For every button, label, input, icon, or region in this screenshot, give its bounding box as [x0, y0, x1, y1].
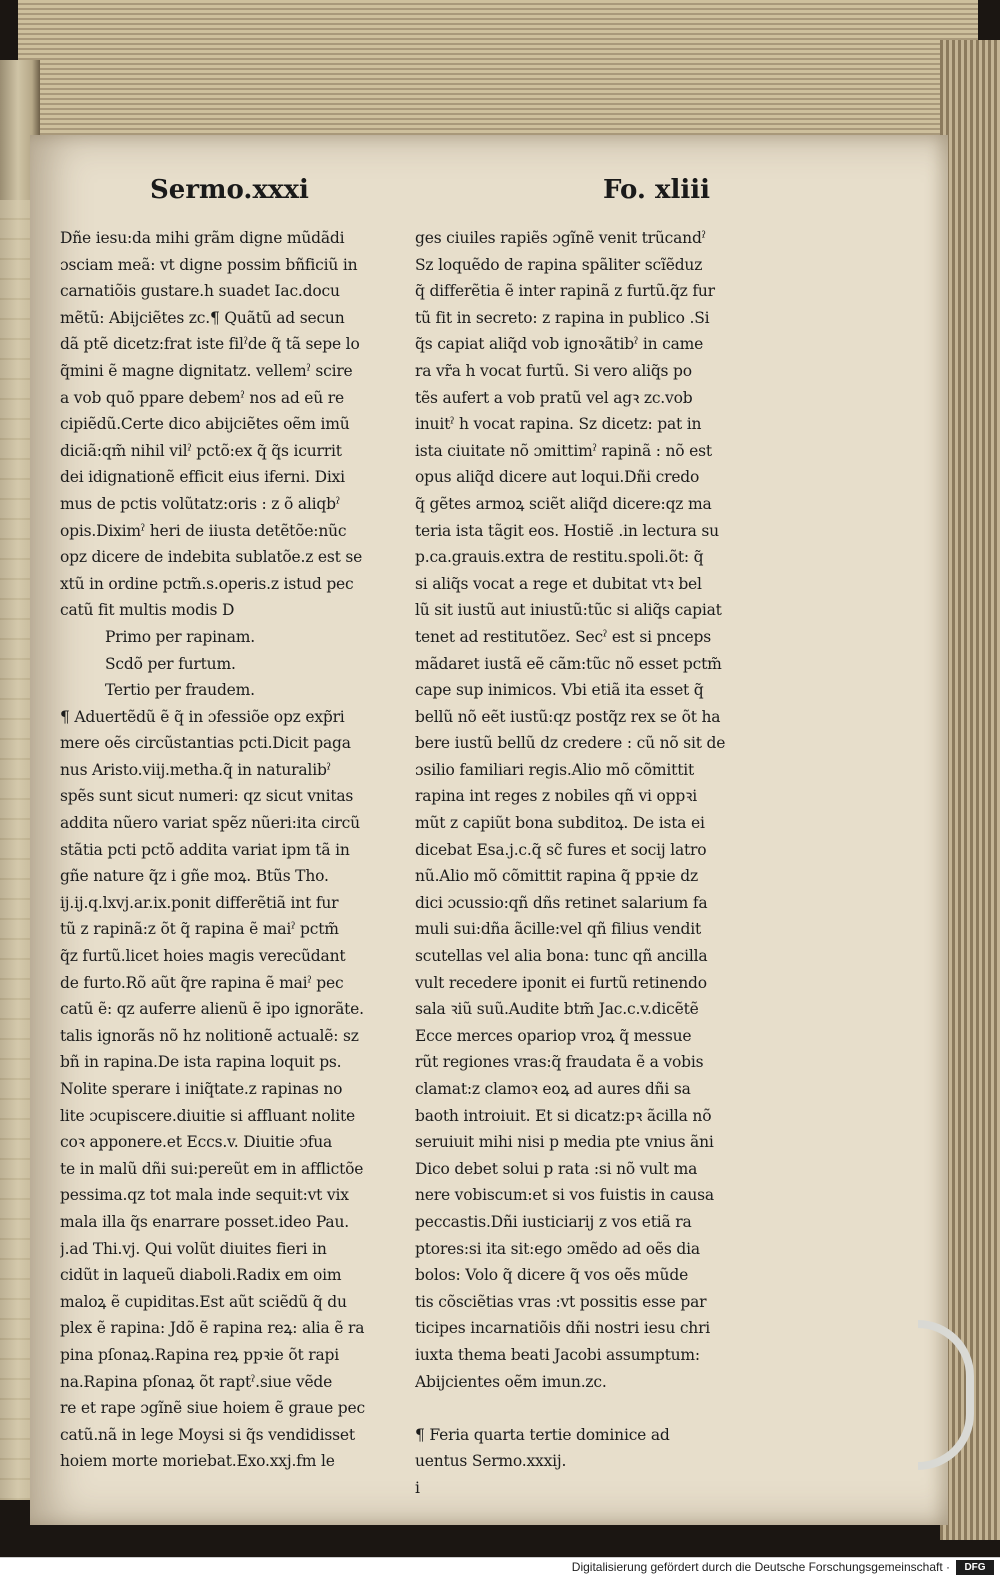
- text-line: nus Aristo.viij.metha.q̃ in naturalibˀ: [60, 760, 331, 779]
- text-line: ptores:si ita sit:ego ɔmẽdo ad oẽs dia: [415, 1239, 700, 1258]
- text-line: opz dicere de indebita sublatõe.z est se: [60, 548, 363, 567]
- text-line: opis.Diximˀ heri de iiusta detẽtõe:nũc: [60, 521, 347, 540]
- text-line: tenet ad restitutõez. Secˀ est si pnceps: [415, 627, 711, 646]
- running-head-left: Sermo.xxxi: [150, 175, 309, 205]
- text-line: ɔsilio familiari regis.Alio mõ cõmittit: [415, 760, 695, 779]
- text-line: Dñe iesu:da mihi grãm digne mũdãdi: [60, 229, 345, 247]
- text-line: mãdaret iustã eẽ cãm:tũc nõ esset pctm̃: [415, 654, 722, 673]
- text-line: stãtia pcti pctõ addita variat ipm tã in: [60, 840, 350, 859]
- text-line: cape sup inimicos. Vbi etiã ita esset q̃: [415, 681, 704, 700]
- dfg-logo: DFG: [956, 1560, 994, 1575]
- text-line: de furto.Rõ aũt q̃re rapina ẽ maiˀ pec: [60, 973, 344, 992]
- text-line: ¶ Feria quarta tertie dominice ad: [415, 1425, 670, 1444]
- text-line: p.ca.grauis.extra de restitu.spoli.õt: q̃: [415, 548, 704, 567]
- text-line: ticipes incarnatiõis dñi nostri iesu chri: [415, 1319, 711, 1338]
- text-line: rũt regiones vras:q̃ fraudata ẽ a vobis: [415, 1053, 704, 1072]
- running-head-right: Fo. xliii: [602, 175, 710, 205]
- text-line: talis ignorãs nõ hz nolitionẽ actualẽ: sz: [60, 1026, 359, 1045]
- text-line: Nolite sperare i iniq̃tate.z rapinas no: [60, 1080, 343, 1098]
- text-line: opus aliq̃d dicere aut loqui.Dñi credo: [415, 468, 700, 487]
- text-line: plex ẽ rapina: Jdõ ẽ rapina reꝝ: alia ẽ ra: [60, 1319, 365, 1338]
- text-line: re et rape ɔgĩnẽ siue hoiem ẽ graue pec: [60, 1399, 365, 1418]
- text-line: nere vobiscum:et si vos fuistis in causa: [415, 1186, 714, 1205]
- text-line: clamat:z clamoꝛ eoꝝ ad aures dñi sa: [415, 1080, 691, 1098]
- text-line: bellũ nõ eẽt iustũ:qz postq̃z rex se õt ha: [415, 707, 721, 726]
- text-line: rapina int reges z nobiles qñ vi oppꝛi: [415, 787, 697, 806]
- text-line: coꝛ apponere.et Eccs.v. Diuitie ɔfua: [60, 1133, 333, 1152]
- text-line: maloꝝ ẽ cupiditas.Est aũt sciẽdũ q̃ du: [60, 1292, 347, 1311]
- text-line: baoth introiuit. Et si dicatz:pꝛ ãcilla nõ: [415, 1106, 712, 1125]
- text-line: lite ɔcupiscere.diuitie si affluant nolite: [60, 1106, 355, 1125]
- text-line: scutellas vel alia bona: tunc qñ ancilla: [415, 947, 708, 966]
- text-line: nũ.Alio mõ cõmittit rapina q̃ ppꝛie dz: [415, 867, 698, 886]
- text-line: vult recedere iponit ei furtũ retinendo: [415, 973, 707, 992]
- text-line: ges ciuiles rapiẽs ɔgĩnẽ venit trũcandˀ: [415, 229, 706, 247]
- text-column-left: [60, 225, 405, 1475]
- text-line: bolos: Volo q̃ dicere q̃ vos oẽs mũde: [415, 1266, 689, 1285]
- text-line: sala ꝛiũ suũ.Audite btm̃ Jac.c.v.dicẽtẽ: [415, 1000, 699, 1019]
- text-line: pina pſonaꝝ.Rapina reꝝ ppꝛie õt rapi: [60, 1345, 339, 1364]
- text-line: mus de pctis volũtatz:oris : z õ aliqbˀ: [60, 494, 340, 513]
- text-line: carnatiõis gustare.h suadet Iac.docu: [60, 282, 340, 301]
- text-line: catũ fit multis modis D: [60, 601, 235, 620]
- text-line: a vob quõ ppare debemˀ nos ad eũ re: [60, 388, 344, 407]
- text-line: Ecce merces opariop vroꝝ q̃ messue: [415, 1026, 692, 1045]
- text-line: q̃mini ẽ magne dignitatz. vellemˀ scire: [60, 361, 353, 380]
- text-line: q̃z furtũ.licet hoies magis verecũdant: [60, 947, 346, 966]
- text-line: te in malũ dñi sui:pereũt em in afflictõe: [60, 1159, 364, 1178]
- text-line: diciã:qm̃ nihil vilˀ pctõ:ex q̃ q̃s icurrit: [60, 441, 342, 460]
- text-line: hoiem morte moriebat.Exo.xxj.fm le: [60, 1452, 335, 1471]
- text-line: uentus Sermo.xxxij.: [415, 1452, 567, 1471]
- text-line: addita nũero variat spẽz nũeri:ita circũ: [60, 814, 360, 833]
- text-line: gñe nature q̃z i gñe moꝝ. Btũs Tho.: [60, 867, 329, 886]
- text-line: mala illa q̃s enarrare posset.ideo Pau.: [60, 1212, 349, 1231]
- text-line: spẽs sunt sicut numeri: qz sicut vnitas: [60, 787, 354, 806]
- text-line: inuitˀ h vocat rapina. Sz dicetz: pat in: [415, 415, 702, 434]
- text-line: ¶ Aduertẽdũ ẽ q̃ in ɔfessiõe opz exp̃ri: [60, 707, 345, 726]
- text-line: lũ sit iustũ aut iniustũ:tũc si aliq̃s capiat: [415, 601, 722, 620]
- text-line: bere iustũ bellũ dz credere : cũ nõ sit de: [415, 734, 726, 753]
- text-line: dicebat Esa.j.c.q̃ sc̃ fures et socij latro: [415, 840, 707, 859]
- text-line: Tertio per fraudem.: [105, 681, 255, 700]
- text-line: Scdõ per furtum.: [105, 654, 236, 673]
- text-line: ij.ij.q.lxvj.ar.ix.ponit differẽtiã int fur: [60, 893, 339, 912]
- footer-bar: [0, 1557, 1000, 1578]
- facing-page-text-strip: [0, 200, 34, 1500]
- text-line: i: [415, 1478, 420, 1497]
- text-line: tis cõsciẽtias vras :vt possitis esse par: [415, 1292, 707, 1311]
- text-line: Dico debet solui p rata :si nõ vult ma: [415, 1159, 698, 1178]
- text-line: mẽtũ: Abijciẽtes zc.¶ Quãtũ ad secun: [60, 308, 345, 327]
- page-edges-top: [18, 0, 978, 140]
- text-line: Abijcientes oẽm imun.zc.: [415, 1372, 607, 1391]
- running-head: [150, 175, 710, 205]
- text-line: [415, 1395, 765, 1422]
- text-line: si aliq̃s vocat a rege et dubitat vtꝛ bel: [415, 574, 702, 593]
- text-line: iuxta thema beati Jacobi assumptum:: [415, 1345, 700, 1364]
- footer-credit: Digitalisierung gefördert durch die Deutsche Forschungsgemeinschaft ·: [571, 1560, 950, 1574]
- text-line: catũ ẽ: qz auferre alienũ ẽ ipo ignorãte.: [60, 1000, 364, 1019]
- text-line: pessima.qz tot mala inde sequit:vt vix: [60, 1186, 349, 1205]
- text-line: ista ciuitate nõ ɔmittimˀ rapinã : nõ est: [415, 441, 712, 460]
- text-line: tũ z rapinã:z õt q̃ rapina ẽ maiˀ pctm̃: [60, 920, 339, 939]
- text-line: dei idignationẽ efficit eius iferni. Dixi: [60, 468, 345, 487]
- text-line: cipiẽdũ.Certe dico abijciẽtes oẽm imũ: [60, 415, 350, 434]
- text-line: peccastis.Dñi iusticiarij z vos etiã ra: [415, 1212, 692, 1231]
- text-line: bñ in rapina.De ista rapina loquit ps.: [60, 1053, 342, 1072]
- text-line: dici ɔcussio:qñ dñs retinet salarium fa: [415, 893, 708, 912]
- text-line: catũ.nã in lege Moysi si q̃s vendidisset: [60, 1425, 355, 1444]
- text-line: ra vr̃a h vocat furtũ. Si vero aliq̃s po: [415, 361, 692, 380]
- text-line: Primo per rapinam.: [105, 627, 255, 646]
- text-line: na.Rapina pſonaꝝ õt raptˀ.siue vẽde: [60, 1372, 333, 1391]
- text-line: mere oẽs circũstantias pcti.Dicit paga: [60, 734, 351, 753]
- text-column-right: [415, 225, 765, 1502]
- text-line: seruiuit mihi nisi p media pte vnius ãni: [415, 1133, 714, 1152]
- text-line: mũt z capiũt bona subditoꝝ. De ista ei: [415, 814, 705, 833]
- text-line: q̃ differẽtia ẽ inter rapinã z furtũ.q̃z fur: [415, 282, 715, 301]
- text-line: muli sui:dña ãcille:vel qñ filius vendit: [415, 920, 702, 939]
- text-line: j.ad Thi.vj. Qui volũt diuites fieri in: [60, 1239, 327, 1258]
- text-line: q̃ gẽtes armoꝝ sciẽt aliq̃d dicere:qz ma: [415, 494, 712, 513]
- page-edges-right: [940, 40, 1000, 1540]
- text-line: teria ista tãgit eos. Hostiẽ .in lectura su: [415, 521, 719, 540]
- text-line: xtũ in ordine pctm̃.s.operis.z istud pec: [60, 574, 354, 593]
- text-line: Sz loquẽdo de rapina spãliter scĩẽduz: [415, 255, 703, 274]
- text-line: q̃s capiat aliq̃d vob ignoꝛãtibˀ in came: [415, 335, 704, 354]
- text-line: cidũt in laqueũ diaboli.Radix em oim: [60, 1266, 342, 1285]
- text-line: ɔsciam meã: vt digne possim bñficiũ in: [60, 255, 358, 274]
- text-line: tũ fit in secreto: z rapina in publico .Si: [415, 308, 710, 327]
- text-line: dã ptẽ dicetz:frat iste filˀde q̃ tã sepe lo: [60, 335, 360, 354]
- text-line: tẽs aufert a vob pratũ vel agꝛ zc.vob: [415, 388, 693, 407]
